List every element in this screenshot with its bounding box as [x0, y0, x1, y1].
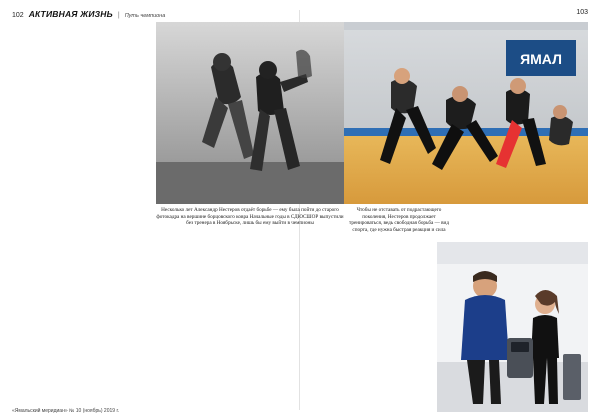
article-column-2: [156, 250, 248, 408]
photo-caption-center: Несколько лет Александр Нестеров отдаёт борьбе — ему была пойти до старого фотокадра на вершине борцовского ковра Начальные годы в СДЮСШОР выпустили без тренера в Ноябрьске, лишь бы ему выйти в чемпионы: [156, 207, 344, 227]
gym-photo: [437, 242, 588, 412]
article-column-1: [12, 22, 152, 408]
section-title: АКТИВНАЯ ЖИЗНЬ: [28, 9, 113, 19]
article-column-4: [378, 242, 434, 408]
banner-text: ЯМАЛ: [520, 51, 562, 67]
article-column-3-left: [252, 250, 298, 408]
photo-caption-right: Чтобы не отставать от подрастающего поколения, Нестеров продолжает тренироваться, ведь свободная борьба — вид спорта, где нужна быстрая реакция и сила: [349, 207, 449, 233]
page-number-left: 102: [12, 12, 24, 19]
header-separator: |: [117, 12, 120, 19]
page-header-left: [12, 9, 165, 21]
page-footer: «Ямальский меридиан» № 10 (ноябрь) 2019 г.: [12, 408, 120, 414]
subsection-title: Путь чемпиона: [124, 13, 166, 19]
article-column-3-right: [302, 250, 374, 408]
wrestling-photo: [156, 22, 588, 204]
page-number-right: 103: [576, 9, 588, 16]
